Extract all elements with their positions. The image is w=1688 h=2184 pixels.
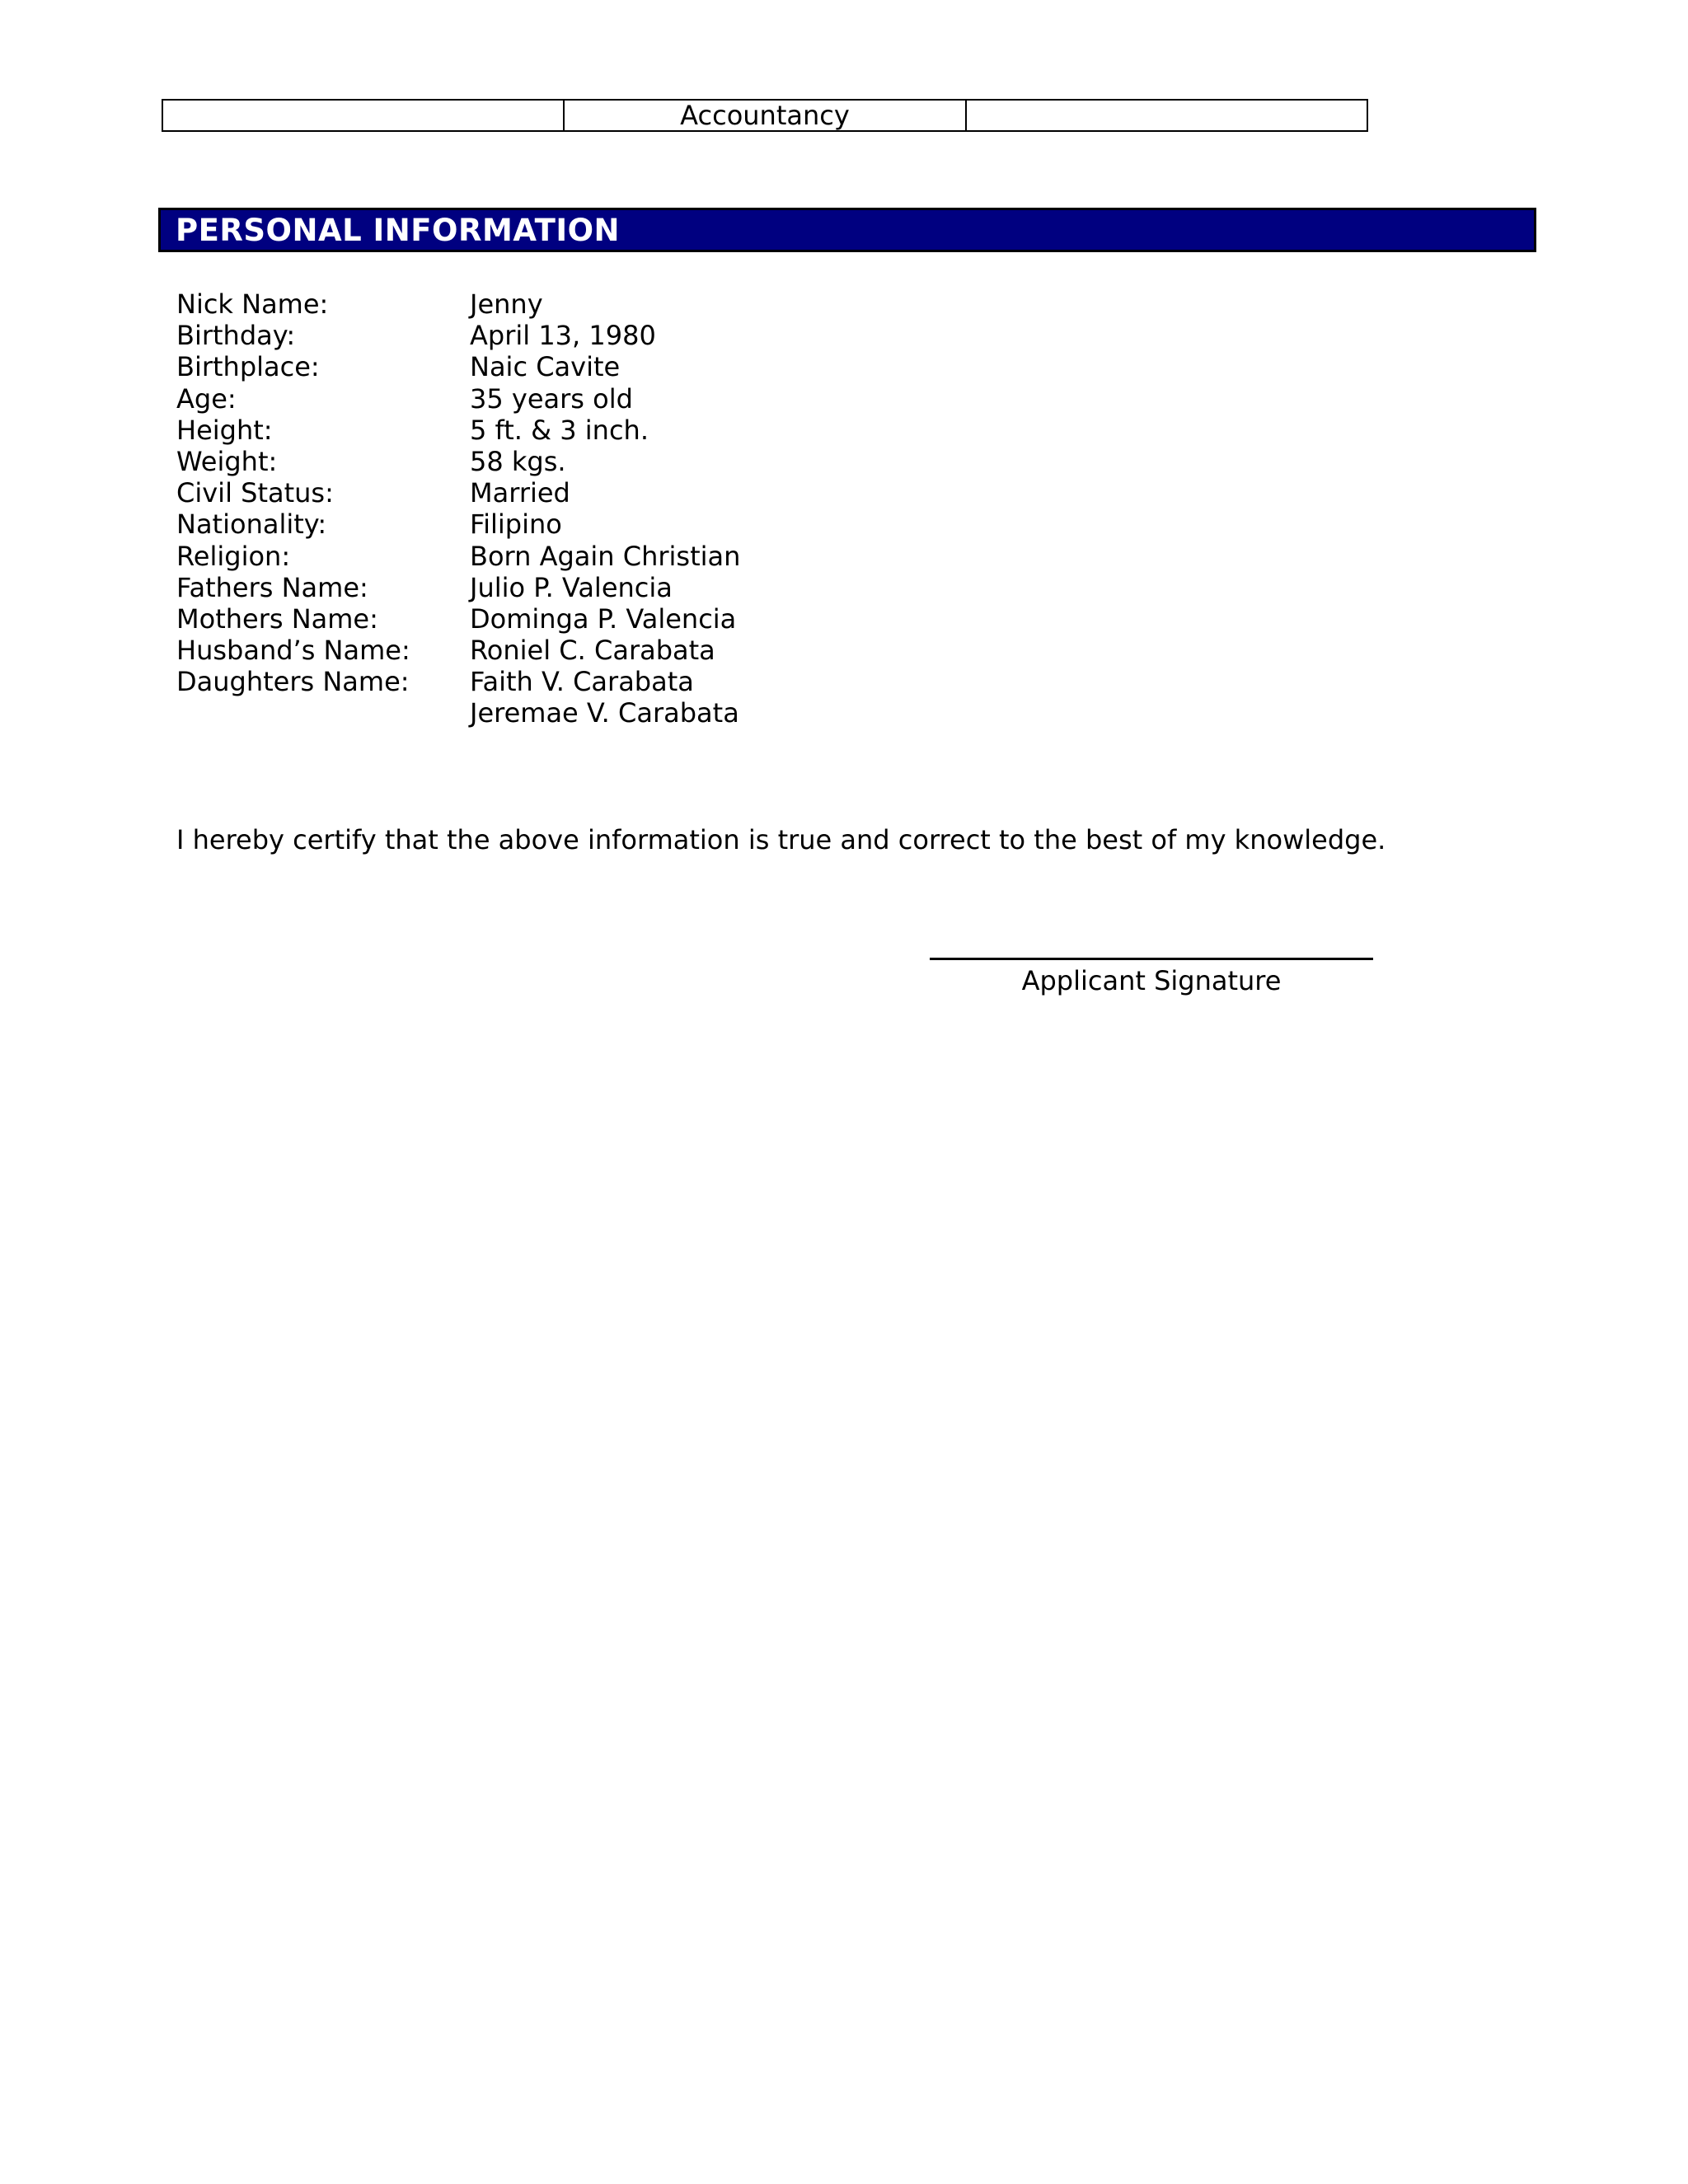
info-label: Birthplace: <box>176 351 320 383</box>
info-row-weight <box>176 446 1165 477</box>
info-label: Fathers Name: <box>176 571 368 603</box>
info-label: Age: <box>176 382 237 415</box>
certification-statement: I hereby certify that the above information is true and correct to the best of my knowledge. <box>176 824 1386 855</box>
info-label: Civil Status: <box>176 477 334 509</box>
info-value: Julio P. Valencia <box>470 571 673 603</box>
info-value: Born Again Christian <box>470 540 741 572</box>
info-row-age <box>176 383 1165 415</box>
info-value: Faith V. Carabata <box>470 666 694 698</box>
info-value: 35 years old <box>470 382 633 415</box>
signature-line <box>930 958 1373 960</box>
personal-information-list <box>176 288 1165 729</box>
info-value: Married <box>470 477 570 509</box>
info-value: Filipino <box>470 509 562 541</box>
table-row <box>162 100 1367 131</box>
info-label: Nationality: <box>176 509 327 541</box>
table-cell <box>966 100 1367 131</box>
info-value: 5 ft. & 3 inch. <box>470 414 649 446</box>
info-label: Daughters Name: <box>176 666 410 698</box>
info-row-nick-name <box>176 288 1165 320</box>
section-title: PERSONAL INFORMATION <box>176 213 621 248</box>
info-value: April 13, 1980 <box>470 320 656 352</box>
table-cell-course: Accountancy <box>564 100 965 131</box>
info-value: Naic Cavite <box>470 351 621 383</box>
info-row-fathers-name <box>176 572 1165 603</box>
info-label: Weight: <box>176 445 278 477</box>
info-label: Height: <box>176 414 273 446</box>
personal-information-header <box>158 208 1536 252</box>
info-row-birthday <box>176 320 1165 351</box>
signature-label: Applicant Signature <box>1021 965 1282 996</box>
info-row-birthplace <box>176 351 1165 382</box>
table-cell <box>162 100 564 131</box>
info-value: Jenny <box>470 288 543 320</box>
info-row-height <box>176 415 1165 446</box>
info-row-nationality <box>176 509 1165 540</box>
info-label: Religion: <box>176 540 291 572</box>
info-value: Dominga P. Valencia <box>470 602 737 635</box>
education-table <box>162 99 1368 132</box>
info-label: Nick Name: <box>176 288 329 320</box>
info-label: Birthday: <box>176 320 296 352</box>
info-label: Husband’s Name: <box>176 635 410 667</box>
info-row-daughters-name <box>176 666 1165 697</box>
info-row-civil-status <box>176 477 1165 509</box>
info-value: Jeremae V. Carabata <box>470 697 739 729</box>
info-value: Roniel C. Carabata <box>470 635 715 667</box>
info-row-daughters-name-continued <box>176 697 1165 729</box>
info-value: 58 kgs. <box>470 445 566 477</box>
info-row-husbands-name <box>176 635 1165 666</box>
info-label: Mothers Name: <box>176 602 378 635</box>
info-row-religion <box>176 541 1165 572</box>
info-row-mothers-name <box>176 603 1165 635</box>
